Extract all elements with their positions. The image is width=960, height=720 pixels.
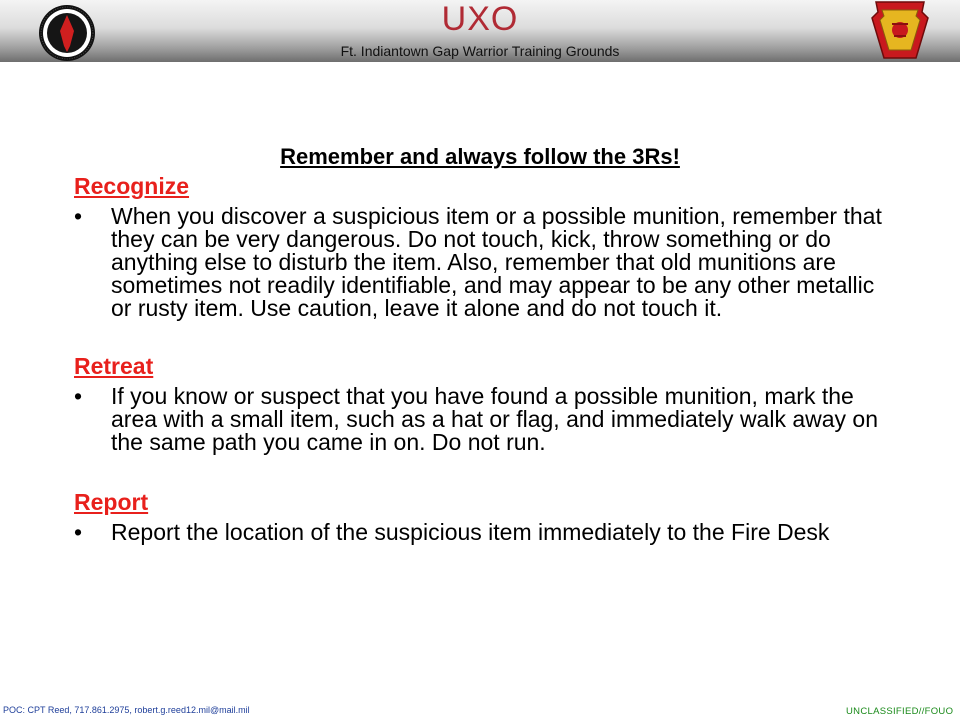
- poc-footer: POC: CPT Reed, 717.861.2975, robert.g.reed12.mil@mail.mil: [3, 705, 250, 715]
- section-heading-retreat: Retreat: [74, 353, 154, 379]
- section-heading-recognize: Recognize: [74, 173, 190, 199]
- section-heading-report: Report: [74, 489, 149, 515]
- main-heading: Remember and always follow the 3Rs!: [280, 144, 680, 169]
- keystone-emblem-icon: [870, 0, 930, 60]
- section-text-retreat: If you know or suspect that you have found a possible munition, mark the area with a small item, such as a hat or flag, and immediately walk away on the same path you came in on. Do not run.: [111, 383, 879, 455]
- bullet-icon: •: [74, 203, 83, 229]
- page-title: UXO: [441, 0, 519, 38]
- section-text-report: Report the location of the suspicious item immediately to the Fire Desk: [111, 519, 830, 545]
- header-bar: [0, 0, 960, 62]
- classification-label: UNCLASSIFIED//FOUO: [846, 706, 954, 717]
- bullet-icon: •: [74, 519, 83, 545]
- section-text-recognize: When you discover a suspicious item or a possible munition, remember that they can be very dangerous. Do not touch, kick, throw something or do anything else to disturb the item. Also, remember that old munitions are sometimes not readily identifiable, and may appear to be any other metallic or rusty item. Use caution, leave it alone and do not touch it.: [111, 203, 882, 321]
- bullet-icon: •: [74, 383, 83, 409]
- page-subtitle: Ft. Indiantown Gap Warrior Training Grounds: [340, 43, 620, 59]
